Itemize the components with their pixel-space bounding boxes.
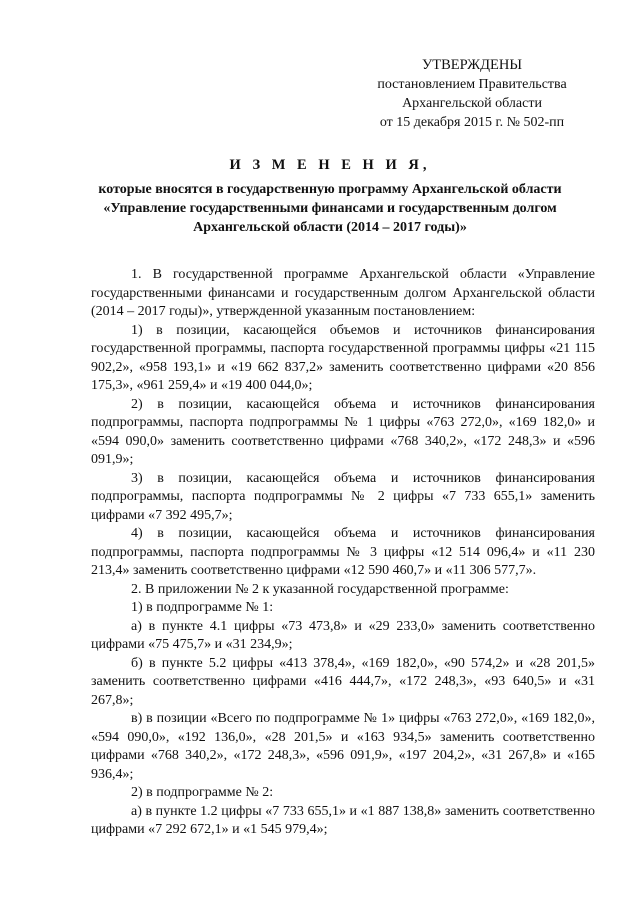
paragraph-7: 1) в подпрограмме № 1: — [131, 600, 274, 615]
approval-title: УТВЕРЖДЕНЫ — [421, 57, 523, 73]
paragraph-3: 2) в позиции, касающейся объема и источников финансирования подпрограммы, паспорта подпрограммы № 1 цифры «763 272,0», «169 182,0» и «594 090,0» заменить соответственно цифрами «768 340,2», «172 248,3» и «596 091,9»; — [91, 396, 595, 467]
paragraph-10: в) в позиции «Всего по подпрограмме № 1» цифры «763 272,0», «169 182,0», «594 090,0», «192 136,0», «28 201,5» и «163 934,5» заменить соответственно цифрами «768 340,2», «172 248,3», «596 091,9», «197 204,2», «31 267,8» и «165 936,4»; — [91, 711, 595, 782]
approval-block — [342, 56, 602, 132]
approval-line-2: Архангельской области — [402, 96, 542, 111]
paragraph-8: а) в пункте 4.1 цифры «73 473,8» и «29 233,0» заменить соответственно цифрами «75 475,7» и «31 234,9»; — [91, 618, 595, 652]
heading-line-3: Архангельской области (2014 – 2017 годы)» — [193, 220, 467, 235]
paragraph-5: 4) в позиции, касающейся объема и источников финансирования подпрограммы, паспорта подпрограммы № 3 цифры «12 514 096,4» и «11 230 213,4» заменить соответственно цифрами «12 590 460,7» и «11 306 577,7». — [91, 526, 595, 578]
heading-line-2: «Управление государственными финансами и государственным долгом — [103, 201, 557, 216]
paragraph-12: а) в пункте 1.2 цифры «7 733 655,1» и «1 887 138,8» заменить соответственно цифрами «7 292 672,1» и «1 545 979,4»; — [91, 803, 595, 837]
approval-line-3: от 15 декабря 2015 г. № 502-пп — [379, 115, 565, 130]
paragraph-9: б) в пункте 5.2 цифры «413 378,4», «169 182,0», «90 574,2» и «28 201,5» заменить соответственно цифрами «416 444,7», «172 248,3», «93 640,5» и «31 267,8»; — [91, 655, 595, 708]
approval-line-1: постановлением Правительства — [377, 77, 567, 92]
paragraph-4: 3) в позиции, касающейся объема и источников финансирования подпрограммы, паспорта подпрограммы № 2 цифры «7 733 655,1» заменить цифрами «7 392 495,7»; — [91, 470, 595, 523]
paragraph-2: 1) в позиции, касающейся объемов и источников финансирования государственной программы, паспорта государственной программы цифры «21 115 902,2», «958 193,1» и «19 662 837,2» заменить соответственно цифрами «20 856 175,3», «961 259,4» и «19 400 044,0»; — [91, 322, 595, 393]
heading-line-1: которые вносятся в государственную программу Архангельской области — [98, 182, 562, 197]
document-body — [91, 266, 595, 840]
document-heading — [70, 156, 590, 237]
heading-title: И З М Е Н Е Н И Я, — [229, 157, 431, 173]
paragraph-1: 1. В государственной программе Архангельской области «Управление государственными финансами и государственным долгом Архангельской области (2014 – 2017 годы)», утвержденной указанным постановлением: — [91, 267, 595, 319]
paragraph-11: 2) в подпрограмме № 2: — [131, 785, 274, 800]
paragraph-6: 2. В приложении № 2 к указанной государственной программе: — [131, 581, 509, 597]
